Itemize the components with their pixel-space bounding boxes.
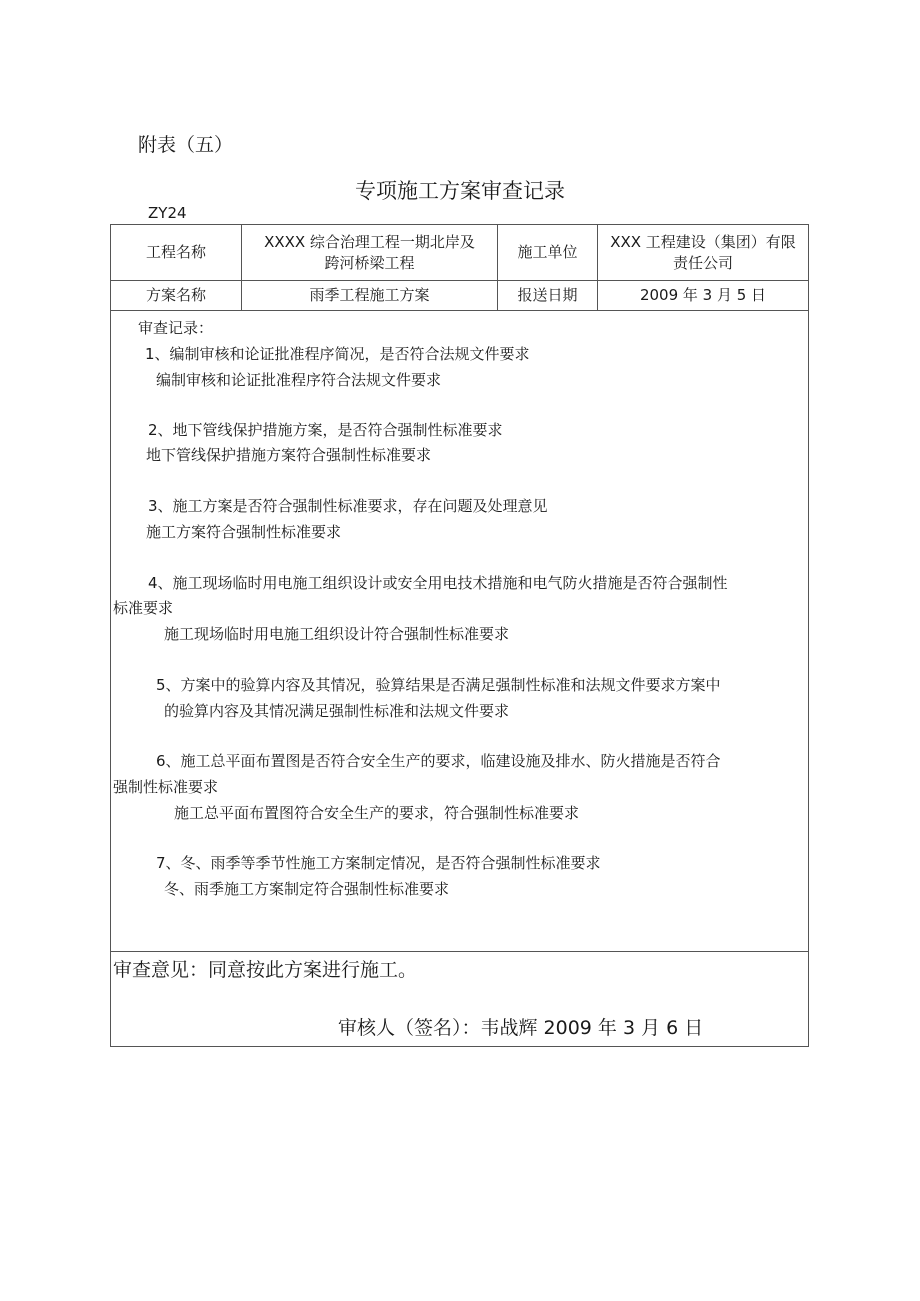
contractor-label: 施工单位 <box>498 225 598 281</box>
contractor-line2: 责任公司 <box>672 253 733 272</box>
review-record-cell <box>111 311 809 952</box>
record-item-5-question-line2: 的验算内容及其情况满足强制性标准和法规文件要求 <box>164 702 510 720</box>
review-opinion-cell <box>111 952 809 1047</box>
record-item-6-answer: 施工总平面布置图符合安全生产的要求，符合强制性标准要求 <box>174 804 580 822</box>
record-item-4-question-line2: 标准要求 <box>113 599 174 617</box>
table-row <box>111 281 809 311</box>
project-name-line1: XXXX 综合治理工程一期北岸及 <box>264 232 475 251</box>
page-title: 专项施工方案审查记录 <box>355 179 565 203</box>
table-row <box>111 311 809 952</box>
project-name-line2: 跨河桥梁工程 <box>324 253 415 272</box>
project-name-label: 工程名称 <box>111 225 242 281</box>
form-code: ZY24 <box>148 204 187 222</box>
submit-date-label: 报送日期 <box>498 281 598 311</box>
record-item-6-question-line1: 6、施工总平面布置图是否符合安全生产的要求，临建设施及排水、防火措施是否符合 <box>156 752 721 770</box>
record-item-6-question-line2: 强制性标准要求 <box>113 778 219 796</box>
record-item-4-question-line1: 4、施工现场临时用电施工组织设计或安全用电技术措施和电气防火措施是否符合强制性 <box>148 574 728 592</box>
table-row <box>111 225 809 281</box>
contractor-value <box>598 225 809 281</box>
project-name-value <box>242 225 498 281</box>
appendix-label: 附表（五） <box>138 134 234 156</box>
review-opinion: 审查意见：同意按此方案进行施工。 <box>113 959 418 981</box>
record-item-4-answer: 施工现场临时用电施工组织设计符合强制性标准要求 <box>164 625 510 643</box>
plan-name-label: 方案名称 <box>111 281 242 311</box>
record-item-7-question: 7、冬、雨季等季节性施工方案制定情况，是否符合强制性标准要求 <box>156 854 601 872</box>
record-item-3-question: 3、施工方案是否符合强制性标准要求，存在问题及处理意见 <box>148 497 548 515</box>
record-item-5-question-line1: 5、方案中的验算内容及其情况，验算结果是否满足强制性标准和法规文件要求方案中 <box>156 676 721 694</box>
record-item-7-answer: 冬、雨季施工方案制定符合强制性标准要求 <box>164 880 450 898</box>
record-item-1-question: 1、编制审核和论证批准程序简况，是否符合法规文件要求 <box>145 345 530 363</box>
submit-date-value: 2009 年 3 月 5 日 <box>598 281 809 311</box>
record-item-3-answer: 施工方案符合强制性标准要求 <box>146 523 342 541</box>
record-item-2-question: 2、地下管线保护措施方案，是否符合强制性标准要求 <box>148 421 503 439</box>
plan-name-value: 雨季工程施工方案 <box>242 281 498 311</box>
review-form-table <box>110 224 809 1047</box>
record-item-1-answer: 编制审核和论证批准程序符合法规文件要求 <box>156 371 442 389</box>
reviewer-signature: 审核人（签名）：韦战辉 2009 年 3 月 6 日 <box>338 1017 704 1039</box>
record-item-2-answer: 地下管线保护措施方案符合强制性标准要求 <box>146 446 432 464</box>
table-row <box>111 952 809 1047</box>
contractor-line1: XXX 工程建设（集团）有限 <box>610 232 796 251</box>
review-record-label: 审查记录： <box>138 319 214 337</box>
